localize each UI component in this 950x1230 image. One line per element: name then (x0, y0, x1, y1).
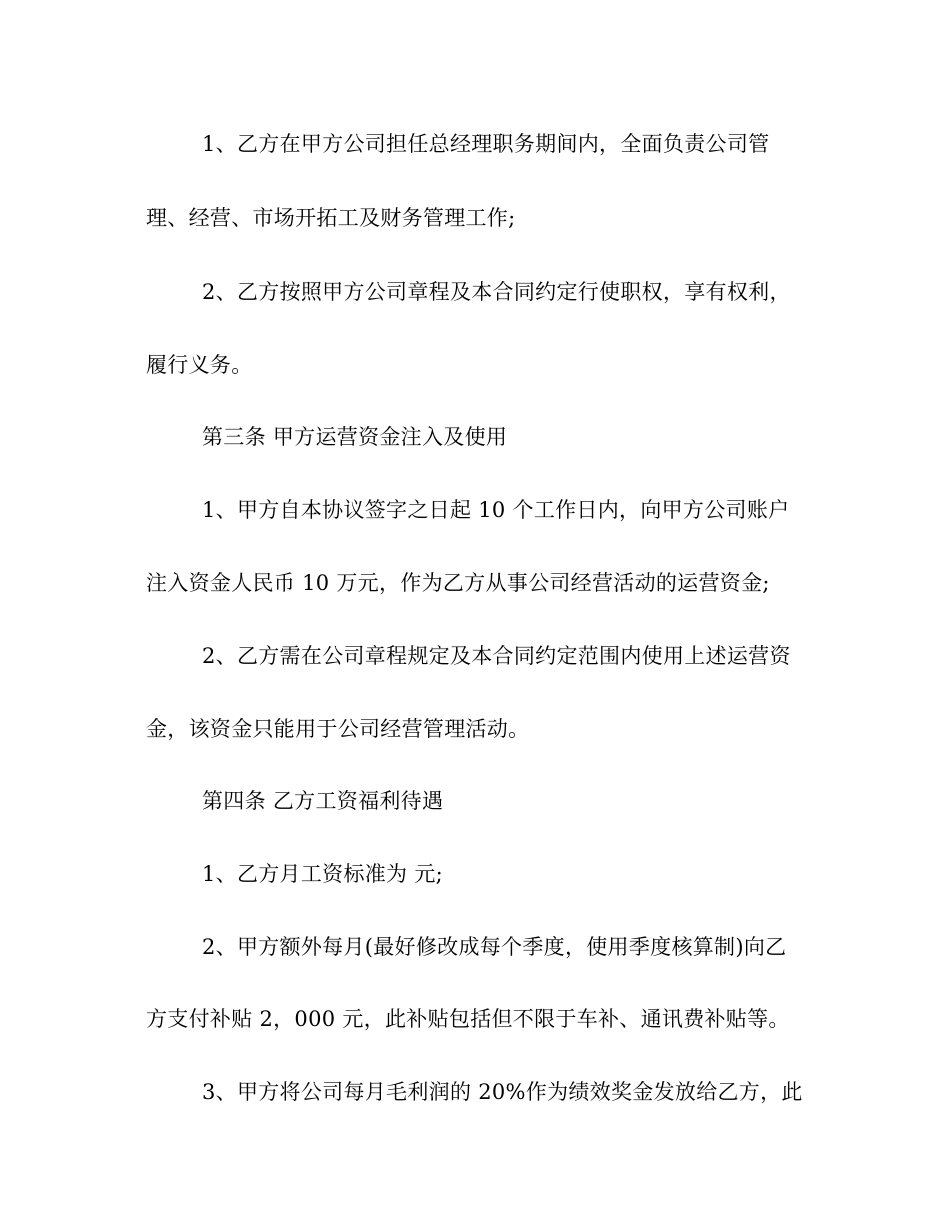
paragraph-line: 履行义务。 (146, 353, 253, 377)
section-heading: 第四条 乙方工资福利待遇 (202, 789, 444, 813)
paragraph-line: 金，该资金只能用于公司经营管理活动。 (146, 717, 530, 741)
paragraph-line: 2、乙方按照甲方公司章程及本合同约定行使职权，享有权利， (202, 280, 791, 304)
paragraph-line: 方支付补贴 2，000 元，此补贴包括但不限于车补、通讯费补贴等。 (146, 1007, 790, 1031)
paragraph-line: 1、乙方在甲方公司担任总经理职务期间内，全面负责公司管 (202, 132, 770, 156)
paragraph-line: 注入资金人民币 10 万元，作为乙方从事公司经营活动的运营资金; (146, 571, 770, 595)
paragraph-line: 理、经营、市场开拓工及财务管理工作; (146, 206, 516, 230)
section-heading: 第三条 甲方运营资金注入及使用 (202, 425, 508, 449)
paragraph-line: 1、甲方自本协议签字之日起 10 个工作日内，向甲方公司账户 (202, 498, 790, 522)
paragraph-line: 2、乙方需在公司章程规定及本合同约定范围内使用上述运营资 (202, 644, 791, 668)
paragraph-line: 2、甲方额外每月(最好修改成每个季度，使用季度核算制)向乙 (202, 935, 787, 959)
paragraph-line: 1、乙方月工资标准为 元; (202, 862, 444, 886)
paragraph-line: 3、甲方将公司每月毛利润的 20%作为绩效奖金发放给乙方，此 (202, 1080, 803, 1104)
